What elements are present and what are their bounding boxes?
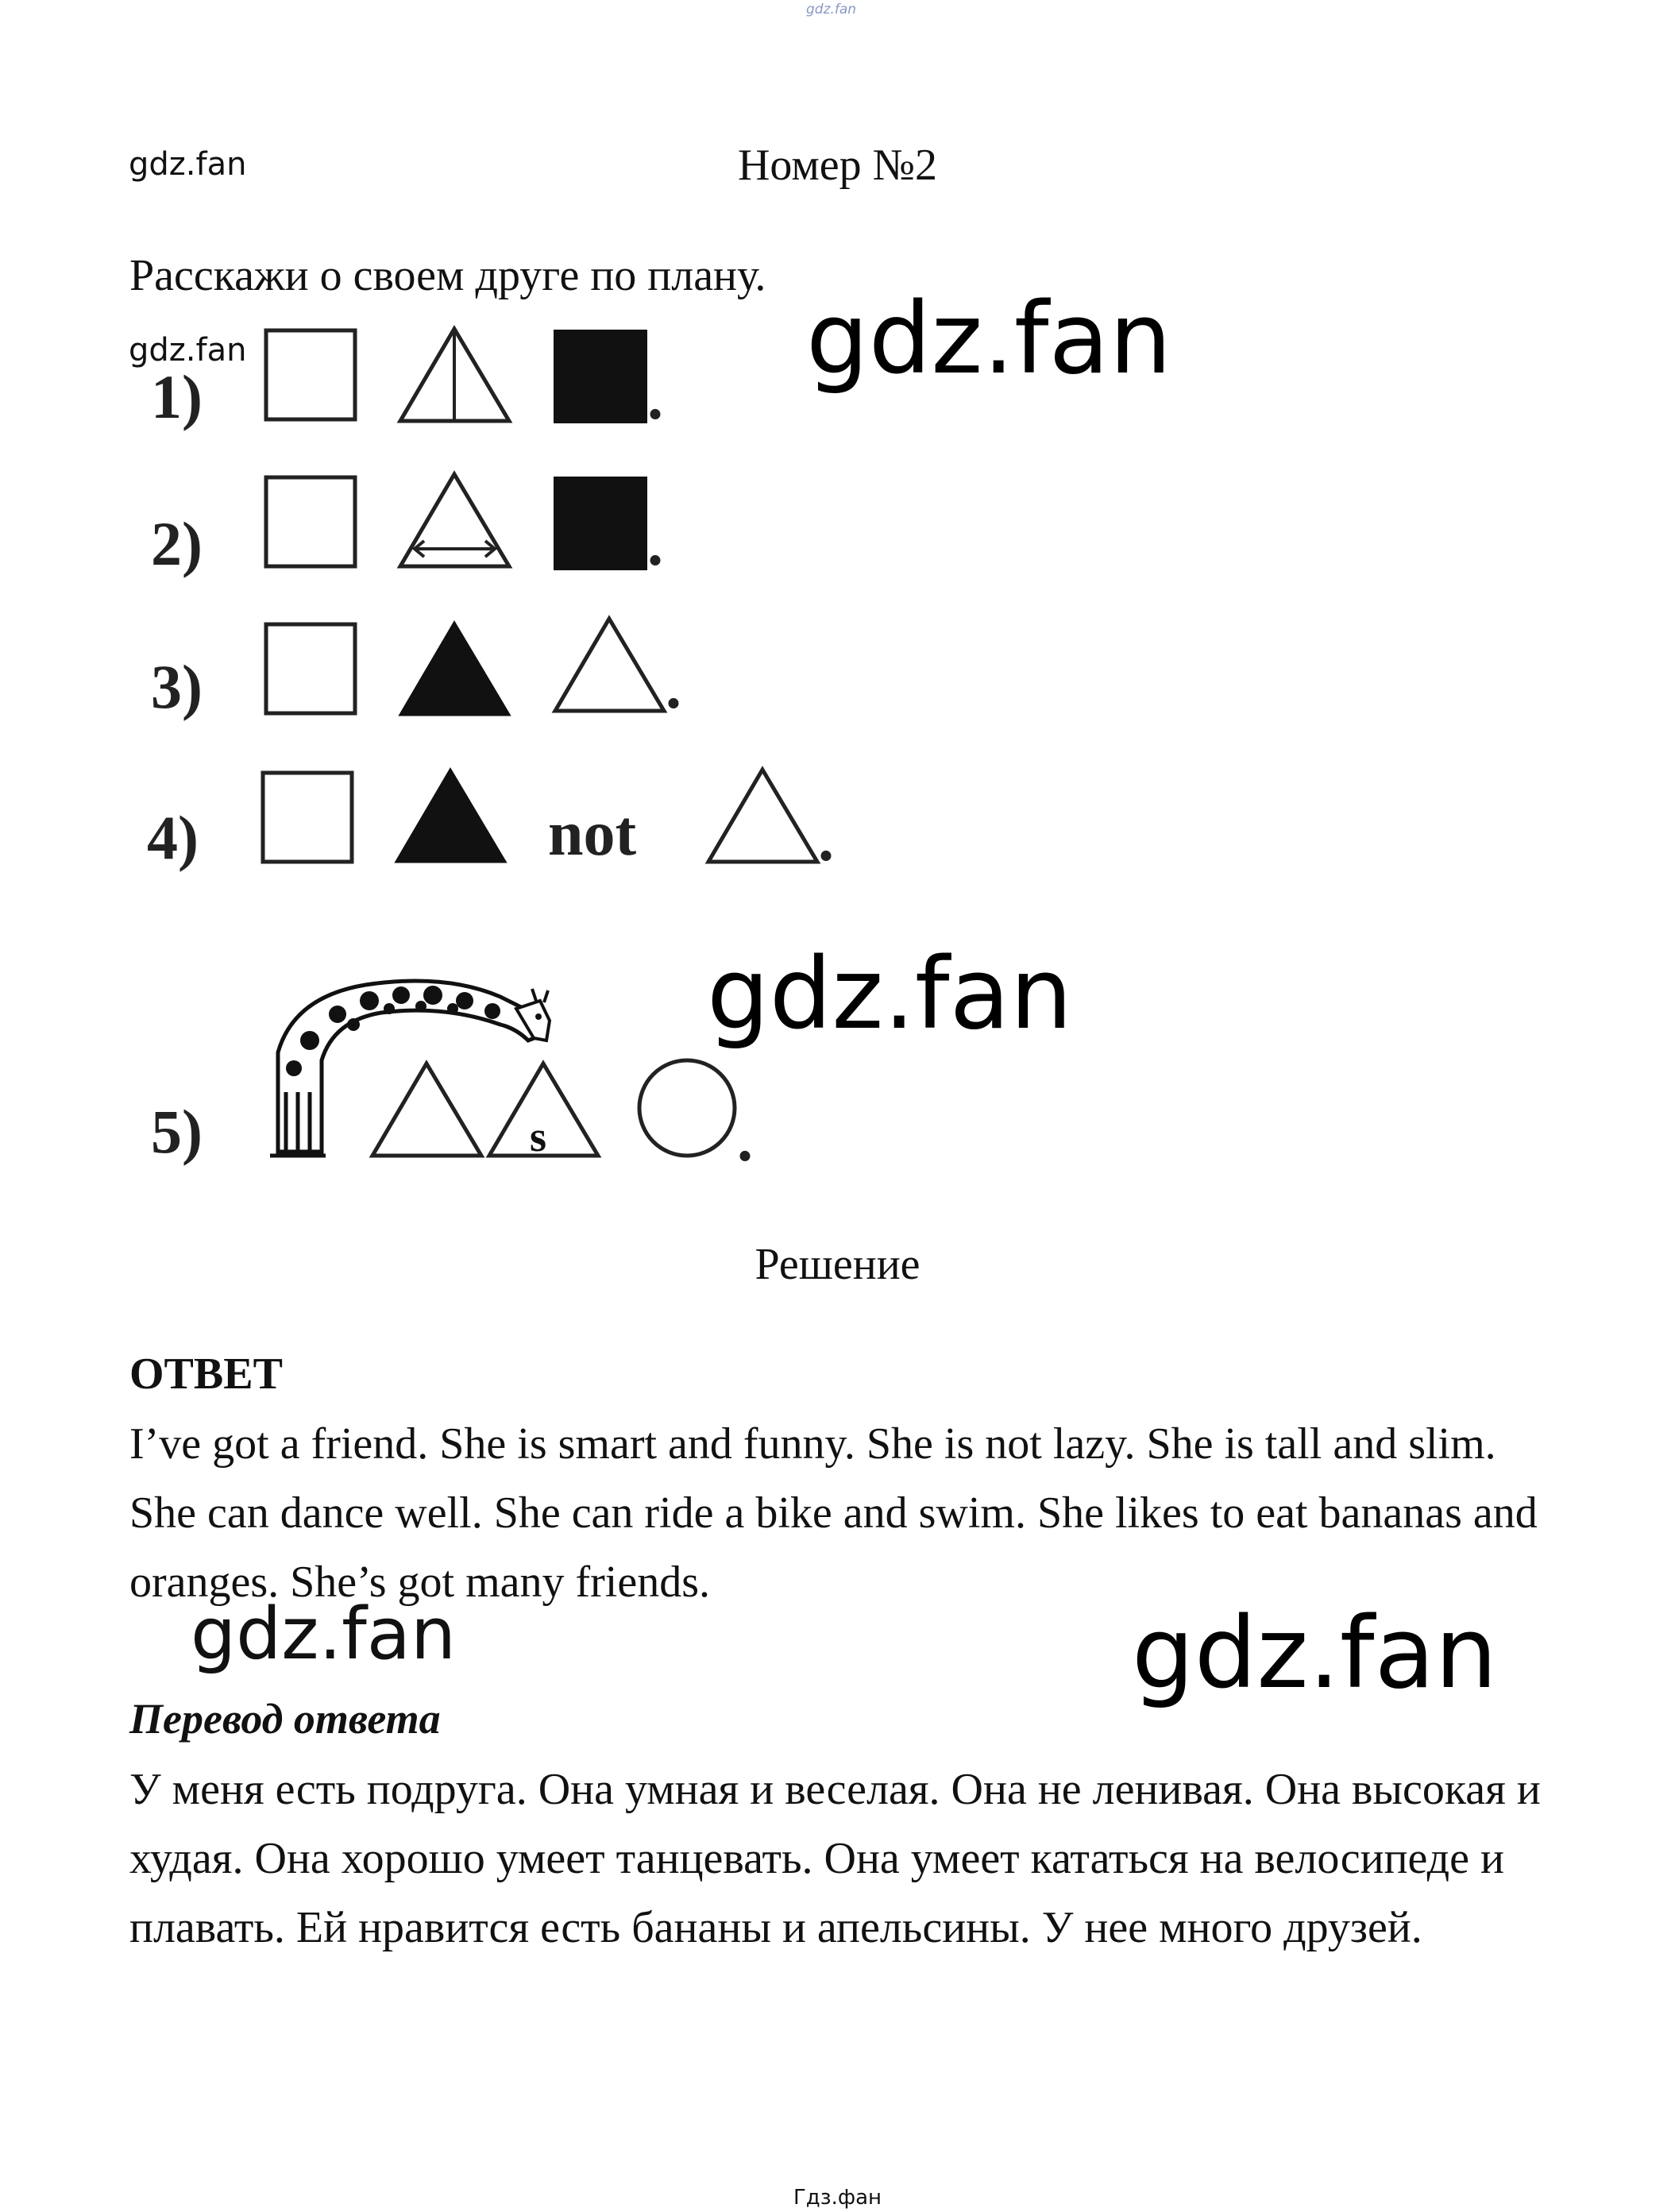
watermark-big-3: gdz.fan [1132, 1596, 1498, 1711]
plan-number-3: 3) [151, 652, 203, 721]
period-mark: . [666, 652, 681, 722]
split-triangle-icon [397, 326, 512, 425]
plan-number-1: 1) [151, 362, 203, 431]
plan-number-5: 5) [151, 1097, 203, 1166]
plan-number-2: 2) [151, 509, 203, 578]
triangle-letter-s: s [530, 1113, 547, 1160]
watermark-left-3: gdz.fan [191, 1592, 456, 1676]
word-not: not [548, 799, 637, 869]
period-mark: . [818, 805, 834, 874]
open-triangle-icon [552, 616, 667, 715]
watermark-left-1: gdz.fan [129, 146, 247, 183]
solution-heading: Решение [755, 1240, 920, 1289]
answer-heading: ОТВЕТ [129, 1349, 283, 1399]
open-square-icon [264, 328, 359, 423]
translation-heading: Перевод ответа [129, 1695, 441, 1743]
open-square-icon [261, 770, 356, 866]
watermark-big-1: gdz.fan [806, 282, 1172, 396]
translation-text: У меня есть подруга. Она умная и веселая. Она не ленивая. Она высокая и худая. Она хорошо умеет танцевать. Она умеет кататься на велосипеде и плавать. Ей нравится есть бананы и апельсины. У нее много друзей. [129, 1765, 1541, 1952]
answer-text: I’ve got a friend. She is smart and funny. She is not lazy. She is tall and slim. She can dance well. She can ride a bike and swim. She likes to eat bananas and oranges. She’s got many friends. [129, 1419, 1538, 1607]
open-triangle-icon [705, 766, 820, 866]
open-circle-icon [635, 1056, 739, 1160]
task-instruction: Расскажи о своем друге по плану. [129, 251, 766, 300]
filled-square-icon [552, 328, 651, 427]
watermark-left-2: gdz.fan [129, 332, 247, 369]
filled-triangle-icon [393, 766, 508, 866]
open-triangle-icon [369, 1060, 484, 1160]
period-mark: . [647, 509, 663, 579]
footer-text: Гдз.фан [793, 2186, 882, 2210]
filled-square-icon [552, 475, 651, 574]
period-mark: . [737, 1105, 753, 1175]
period-mark: . [647, 363, 663, 433]
watermark-top: gdz.fan [806, 2, 857, 17]
plan-number-4: 4) [147, 803, 199, 872]
open-square-icon [264, 475, 359, 570]
filled-triangle-icon [397, 620, 512, 719]
page-title: Номер №2 [737, 141, 938, 190]
watermark-big-2: gdz.fan [707, 937, 1073, 1052]
arrow-triangle-icon [397, 471, 512, 570]
open-square-icon [264, 622, 359, 717]
